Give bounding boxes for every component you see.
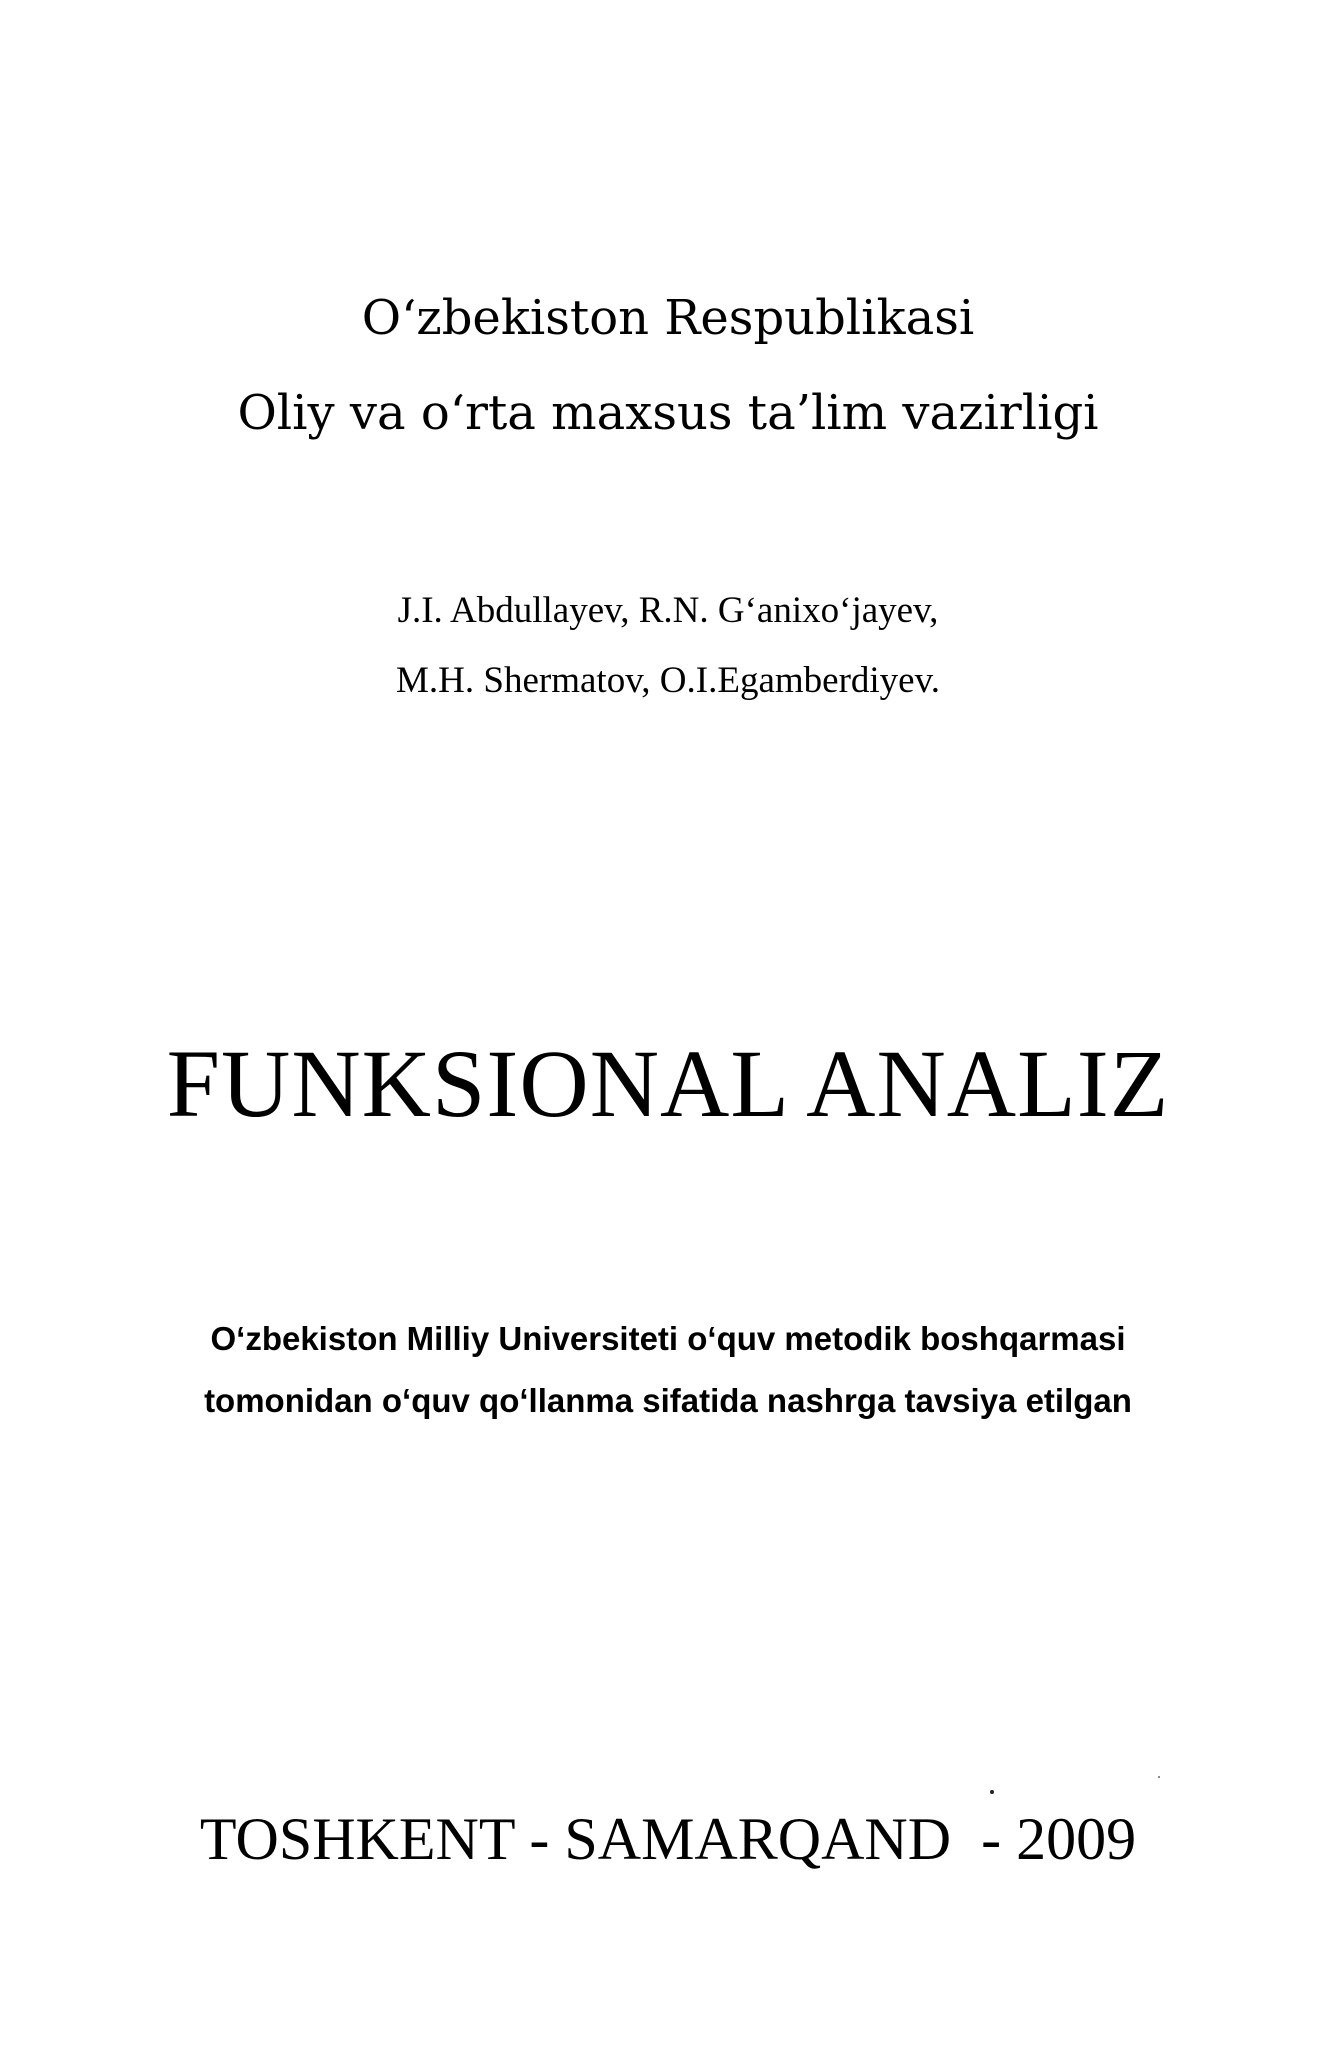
- book-title: FUNKSIONAL ANALIZ: [166, 1030, 1170, 1137]
- scan-speck: [990, 1790, 994, 1794]
- approval-note-line-2: tomonidan o‘quv qo‘llanma sifatida nashrga tavsiya etilgan: [204, 1382, 1132, 1419]
- approval-note-line-1: O‘zbekiston Milliy Universiteti o‘quv metodik boshqarmasi: [210, 1320, 1126, 1357]
- ministry-name: Oliy va o‘rta maxsus ta’lim vazirligi: [237, 385, 1099, 441]
- scan-speck: [1158, 1776, 1160, 1778]
- authors-line-1: J.I. Abdullayev, R.N. G‘anixo‘jayev,: [397, 590, 939, 631]
- authors-line-2: M.H. Shermatov, O.I.Egamberdiyev.: [396, 660, 940, 701]
- imprint-city-year: TOSHKENT - SAMARQAND - 2009: [199, 1806, 1137, 1872]
- ministry-country: O‘zbekiston Respublikasi: [361, 290, 975, 346]
